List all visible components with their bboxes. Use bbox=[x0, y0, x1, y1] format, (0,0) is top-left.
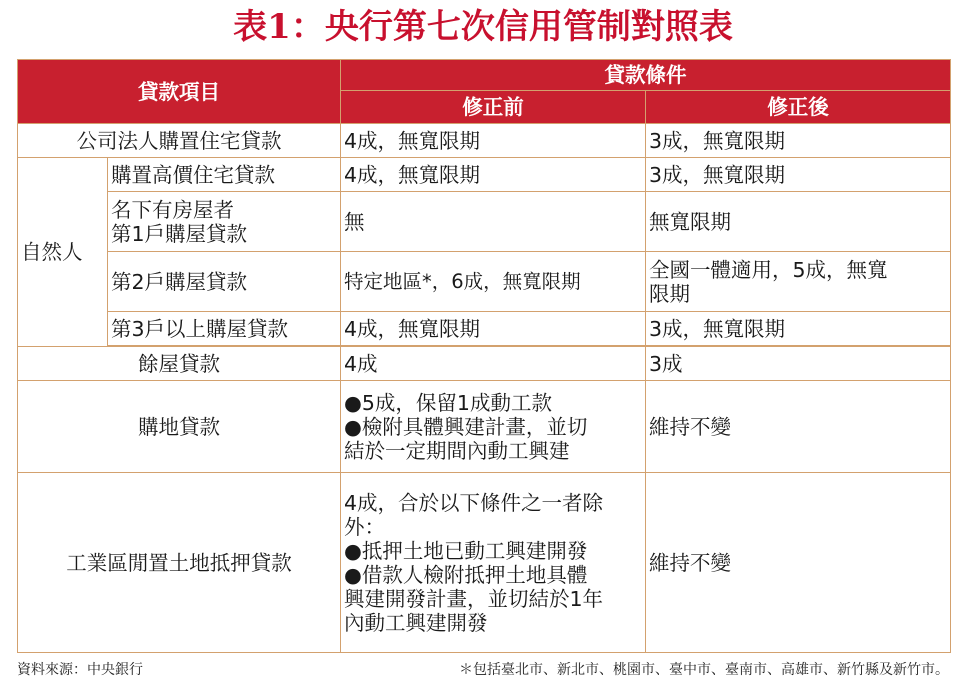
source-note: 資料來源：中央銀行 bbox=[17, 662, 143, 678]
land-before-line: ●5成，保留1成動工款 bbox=[344, 390, 552, 415]
surplus-before: 4成 bbox=[341, 347, 646, 381]
table-row bbox=[18, 381, 951, 473]
row-label-second-home: 第2戶購屋貸款 bbox=[108, 252, 341, 312]
industrial-before-line: 內動工興建開發 bbox=[344, 610, 488, 635]
table-row bbox=[18, 473, 951, 653]
industrial-before bbox=[341, 473, 646, 653]
header-loan-conditions: 貸款條件 bbox=[341, 60, 951, 91]
land-before-line: ●檢附具體興建計畫，並切 bbox=[344, 414, 588, 439]
row-group-natural-person: 自然人 bbox=[18, 158, 108, 347]
table-row bbox=[18, 252, 951, 312]
row-label-first-home bbox=[108, 192, 341, 252]
first-home-after: 無寬限期 bbox=[646, 192, 951, 252]
header-after: 修正後 bbox=[646, 91, 951, 124]
industrial-before-line: 4成，合於以下條件之一者除 bbox=[344, 490, 604, 515]
row-label-corporate: 公司法人購置住宅貸款 bbox=[18, 124, 341, 158]
row-label-land: 購地貸款 bbox=[18, 381, 341, 473]
industrial-before-line: 外： bbox=[344, 514, 385, 539]
corporate-before: 4成，無寬限期 bbox=[341, 124, 646, 158]
row-label-high-price: 購置高價住宅貸款 bbox=[108, 158, 341, 192]
header-before: 修正前 bbox=[341, 91, 646, 124]
second-home-after-line: 限期 bbox=[649, 281, 690, 306]
surplus-after: 3成 bbox=[646, 347, 951, 381]
first-home-label-line: 第1戶購屋貸款 bbox=[111, 221, 248, 246]
table-row bbox=[18, 158, 951, 192]
land-before-line: 結於一定期間內動工興建 bbox=[344, 438, 570, 463]
industrial-before-line: ●抵押土地已動工興建開發 bbox=[344, 538, 588, 563]
second-home-after bbox=[646, 252, 951, 312]
industrial-before-line: ●借款人檢附抵押土地具體 bbox=[344, 562, 588, 587]
corporate-after: 3成，無寬限期 bbox=[646, 124, 951, 158]
first-home-before: 無 bbox=[341, 192, 646, 252]
table-title: 表1：央行第七次信用管制對照表 bbox=[233, 7, 733, 47]
second-home-before: 特定地區*，6成，無寬限期 bbox=[341, 252, 646, 312]
header-loan-item: 貸款項目 bbox=[18, 60, 341, 124]
credit-control-table bbox=[17, 59, 951, 653]
high-price-after: 3成，無寬限期 bbox=[646, 158, 951, 192]
industrial-before-line: 興建開發計畫，並切結於1年 bbox=[344, 586, 604, 611]
land-before bbox=[341, 381, 646, 473]
footnote: ＊包括臺北市、新北市、桃園市、臺中市、臺南市、高雄市、新竹縣及新竹市。 bbox=[459, 662, 949, 678]
land-after: 維持不變 bbox=[646, 381, 951, 473]
table-row bbox=[18, 312, 951, 346]
third-home-before: 4成，無寬限期 bbox=[341, 312, 646, 346]
second-home-after-line: 全國一體適用，5成，無寬 bbox=[649, 257, 888, 282]
table-row bbox=[18, 347, 951, 381]
first-home-label-line: 名下有房屋者 bbox=[111, 197, 234, 222]
row-label-third-home: 第3戶以上購屋貸款 bbox=[108, 312, 341, 346]
row-label-surplus: 餘屋貸款 bbox=[18, 347, 341, 381]
third-home-after: 3成，無寬限期 bbox=[646, 312, 951, 346]
row-label-industrial: 工業區閒置土地抵押貸款 bbox=[18, 473, 341, 653]
table-row bbox=[18, 124, 951, 158]
high-price-before: 4成，無寬限期 bbox=[341, 158, 646, 192]
table-row bbox=[18, 192, 951, 252]
industrial-after: 維持不變 bbox=[646, 473, 951, 653]
